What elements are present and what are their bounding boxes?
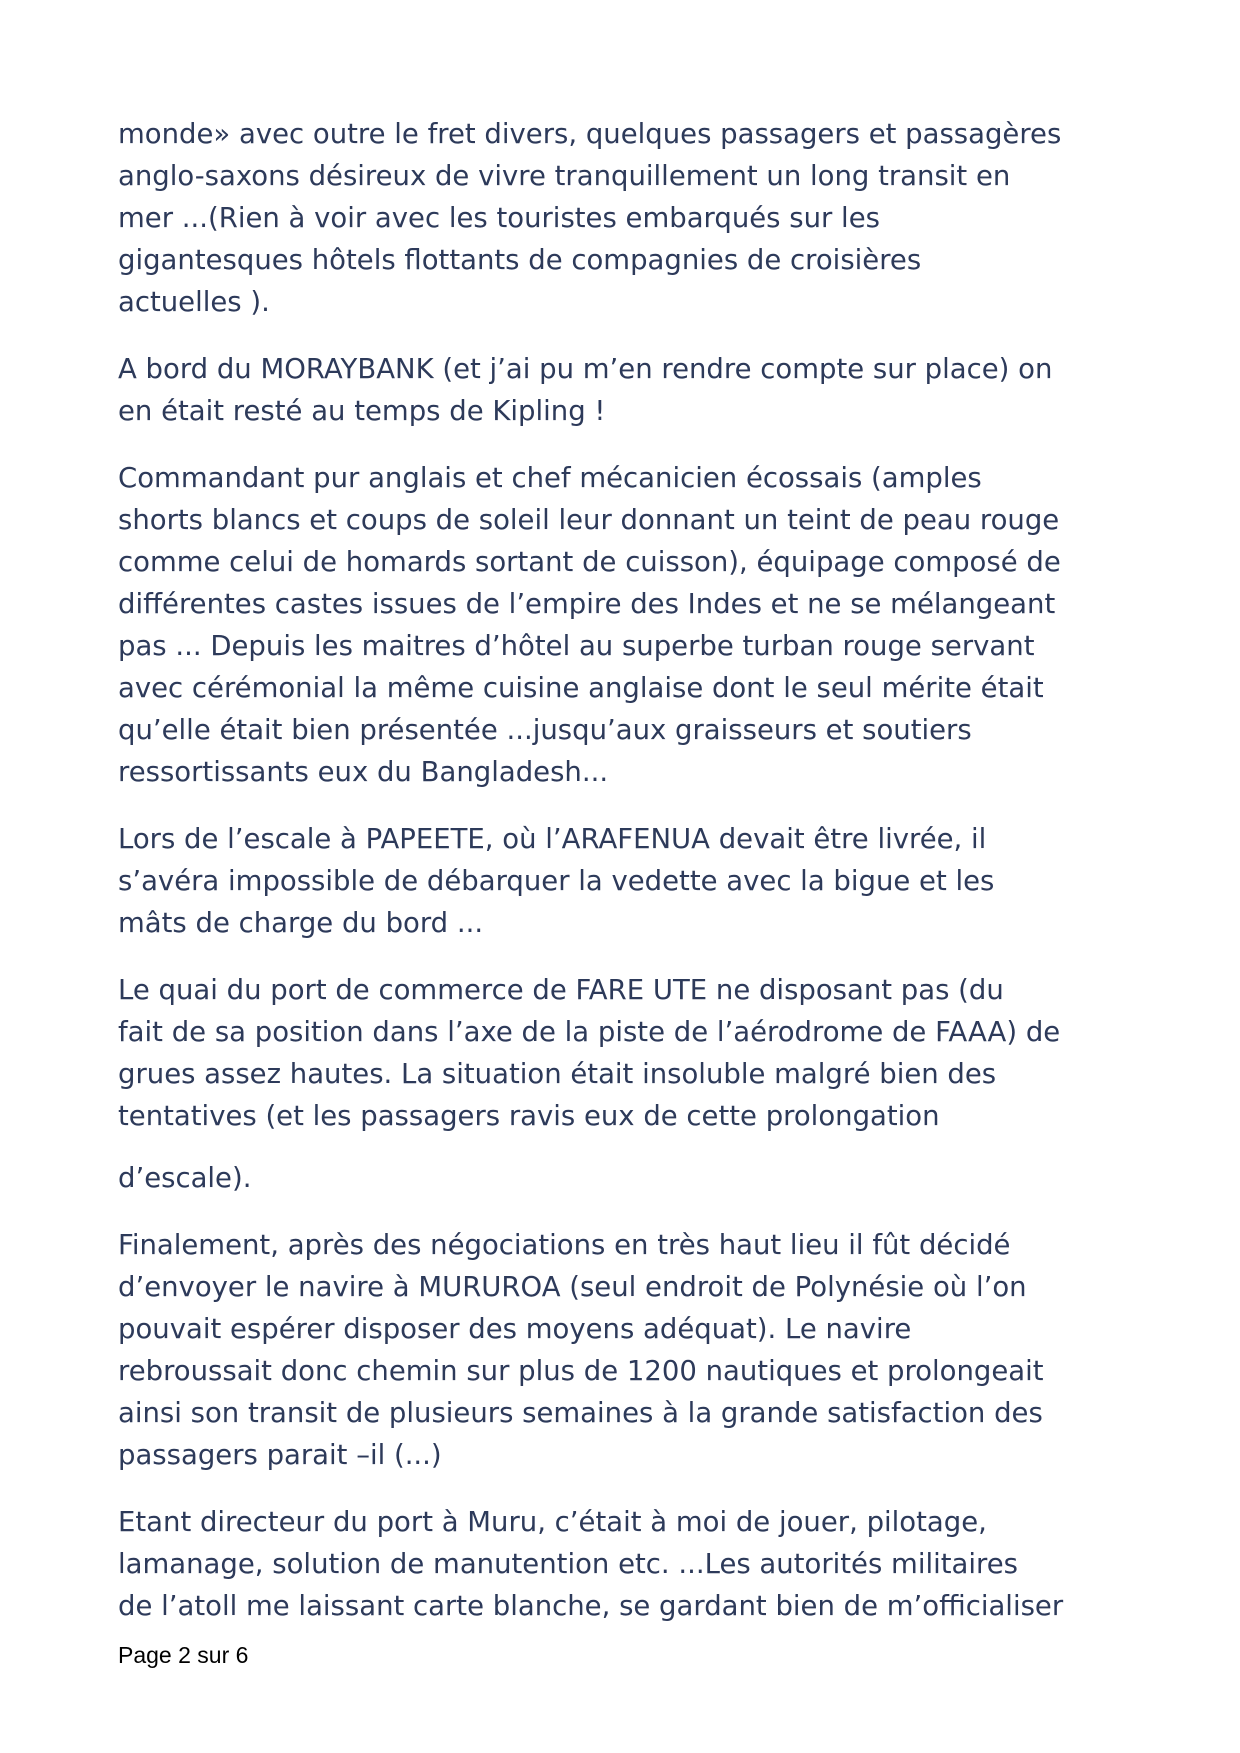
text-line: de l’atoll me laissant carte blanche, se gardant bien de m’officialiser	[118, 1590, 1064, 1622]
text-line: différentes castes issues de l’empire des Indes et ne se mélangeant	[118, 588, 1056, 620]
text-line: en était resté au temps de Kipling !	[118, 395, 606, 427]
text-line: Finalement, après des négociations en très haut lieu il fût décidé	[118, 1229, 1011, 1261]
text-line: mâts de charge du bord ...	[118, 907, 484, 939]
text-line: tentatives (et les passagers ravis eux de cette prolongation	[118, 1100, 940, 1132]
text-line: avec cérémonial la même cuisine anglaise dont le seul mérite était	[118, 672, 1044, 704]
text-line: passagers parait –il (...)	[118, 1439, 442, 1471]
paragraph-2	[118, 348, 1128, 432]
text-line: ressortissants eux du Bangladesh...	[118, 756, 609, 788]
text-line: pas ... Depuis les maitres d’hôtel au superbe turban rouge servant	[118, 630, 1035, 662]
text-line: anglo-saxons désireux de vivre tranquillement un long transit en	[118, 160, 1011, 192]
paragraph-7	[118, 1224, 1128, 1476]
text-line: rebroussait donc chemin sur plus de 1200 nautiques et prolongeait	[118, 1355, 1044, 1387]
document-body	[118, 113, 1128, 1652]
text-line: Le quai du port de commerce de FARE UTE ne disposant pas (du	[118, 974, 1004, 1006]
text-line: lamanage, solution de manutention etc. ...Les autorités militaires	[118, 1548, 1018, 1580]
text-line: grues assez hautes. La situation était insoluble malgré bien des	[118, 1058, 997, 1090]
text-line: d’envoyer le navire à MURUROA (seul endroit de Polynésie où l’on	[118, 1271, 1027, 1303]
text-line: comme celui de homards sortant de cuisson), équipage composé de	[118, 546, 1061, 578]
text-line: Lors de l’escale à PAPEETE, où l’ARAFENUA devait être livrée, il	[118, 823, 987, 855]
text-line: s’avéra impossible de débarquer la vedette avec la bigue et les	[118, 865, 995, 897]
text-line: monde» avec outre le fret divers, quelques passagers et passagères	[118, 118, 1062, 150]
text-line: fait de sa position dans l’axe de la piste de l’aérodrome de FAAA) de	[118, 1016, 1061, 1048]
paragraph-8	[118, 1501, 1128, 1627]
paragraph-5	[118, 969, 1128, 1137]
text-line: A bord du MORAYBANK (et j’ai pu m’en rendre compte sur place) on	[118, 353, 1053, 385]
text-line: mer ...(Rien à voir avec les touristes embarqués sur les	[118, 202, 880, 234]
text-line: actuelles ).	[118, 286, 270, 318]
paragraph-6	[118, 1157, 1128, 1199]
text-line: d’escale).	[118, 1162, 252, 1194]
page-number: Page 2 sur 6	[118, 1642, 249, 1668]
text-line: shorts blancs et coups de soleil leur donnant un teint de peau rouge	[118, 504, 1060, 536]
text-line: pouvait espérer disposer des moyens adéquat). Le navire	[118, 1313, 912, 1345]
text-line: Etant directeur du port à Muru, c’était à moi de jouer, pilotage,	[118, 1506, 987, 1538]
text-line: gigantesques hôtels flottants de compagnies de croisières	[118, 244, 922, 276]
paragraph-3	[118, 457, 1128, 793]
text-line: ainsi son transit de plusieurs semaines à la grande satisfaction des	[118, 1397, 1043, 1429]
paragraph-1	[118, 113, 1128, 323]
text-line: Commandant pur anglais et chef mécanicien écossais (amples	[118, 462, 982, 494]
paragraph-4	[118, 818, 1128, 944]
text-line: qu’elle était bien présentée ...jusqu’aux graisseurs et soutiers	[118, 714, 972, 746]
